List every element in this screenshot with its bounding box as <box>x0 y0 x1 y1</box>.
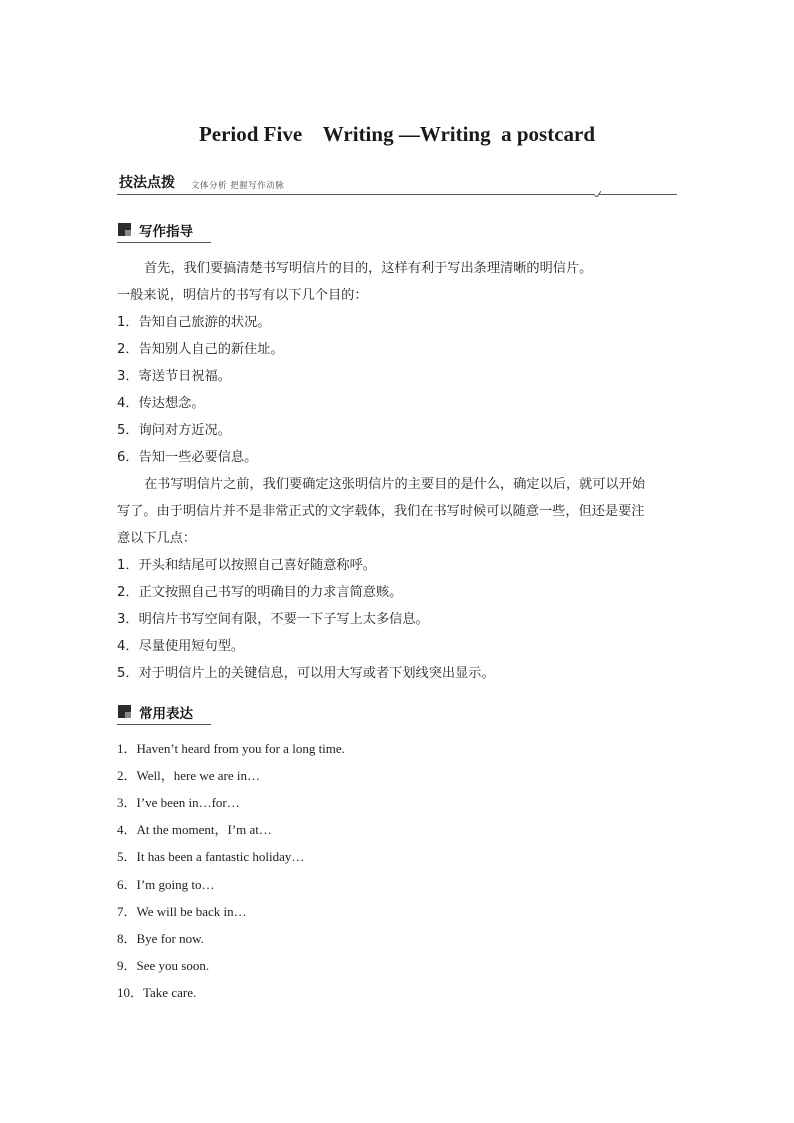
guide-heading-label: 写作指导 <box>139 224 193 240</box>
tip-item: 1．开头和结尾可以按照自己喜好随意称呼。 <box>117 558 376 573</box>
heading-square-icon <box>118 223 131 236</box>
purposes-lead: 一般来说，明信片的书写有以下几个目的： <box>117 288 368 303</box>
purpose-item: 2．告知别人自己的新住址。 <box>117 342 284 357</box>
expressions-heading-label: 常用表达 <box>139 706 193 722</box>
section-label: 技法点拨 <box>119 175 175 191</box>
expression-item: 2．Well，here we are in… <box>117 768 260 783</box>
heading-underline <box>117 724 211 725</box>
tip-item: 5．对于明信片上的关键信息，可以用大写或者下划线突出显示。 <box>117 666 495 681</box>
section-bar <box>117 170 677 196</box>
page-title: Period Five Writing —Writing a postcard <box>198 122 596 146</box>
purpose-item: 5．询问对方近况。 <box>117 423 231 438</box>
expressions-heading <box>117 701 211 725</box>
guide-heading <box>117 219 211 243</box>
section-subtitle: 文体分析 把握写作动脉 <box>191 181 285 191</box>
purpose-item: 1．告知自己旅游的状况。 <box>117 315 271 330</box>
expression-item: 10．Take care. <box>117 985 197 1000</box>
expression-item: 3．I’ve been in…for… <box>117 795 240 810</box>
paragraph-line: 在书写明信片之前，我们要确定这张明信片的主要目的是什么，确定以后，就可以开始 <box>144 477 646 492</box>
expression-item: 6．I’m going to… <box>117 877 215 892</box>
expression-item: 8．Bye for now. <box>117 931 204 946</box>
guide-intro: 首先，我们要搞清楚书写明信片的目的，这样有利于写出条理清晰的明信片。 <box>144 261 593 276</box>
tip-item: 3．明信片书写空间有限，不要一下子写上太多信息。 <box>117 612 429 627</box>
tip-item: 4．尽量使用短句型。 <box>117 639 245 654</box>
heading-square-icon <box>118 705 131 718</box>
purpose-item: 3．寄送节日祝福。 <box>117 369 231 384</box>
expression-item: 1．Haven’t heard from you for a long time. <box>117 741 345 756</box>
paragraph-line: 意以下几点： <box>117 531 197 546</box>
heading-underline <box>117 242 211 243</box>
expression-item: 7．We will be back in… <box>117 904 247 919</box>
expression-item: 4．At the moment，I’m at… <box>117 822 272 837</box>
expression-item: 9．See you soon. <box>117 958 210 973</box>
purpose-item: 6．告知一些必要信息。 <box>117 450 258 465</box>
expression-item: 5．It has been a fantastic holiday… <box>117 849 305 864</box>
rule-notch-icon <box>593 191 601 197</box>
paragraph-line: 写了。由于明信片并不是非常正式的文字载体，我们在书写时候可以随意一些，但还是要注 <box>117 504 645 519</box>
tip-item: 2．正文按照自己书写的明确目的力求言简意赅。 <box>117 585 403 600</box>
purpose-item: 4．传达想念。 <box>117 396 205 411</box>
